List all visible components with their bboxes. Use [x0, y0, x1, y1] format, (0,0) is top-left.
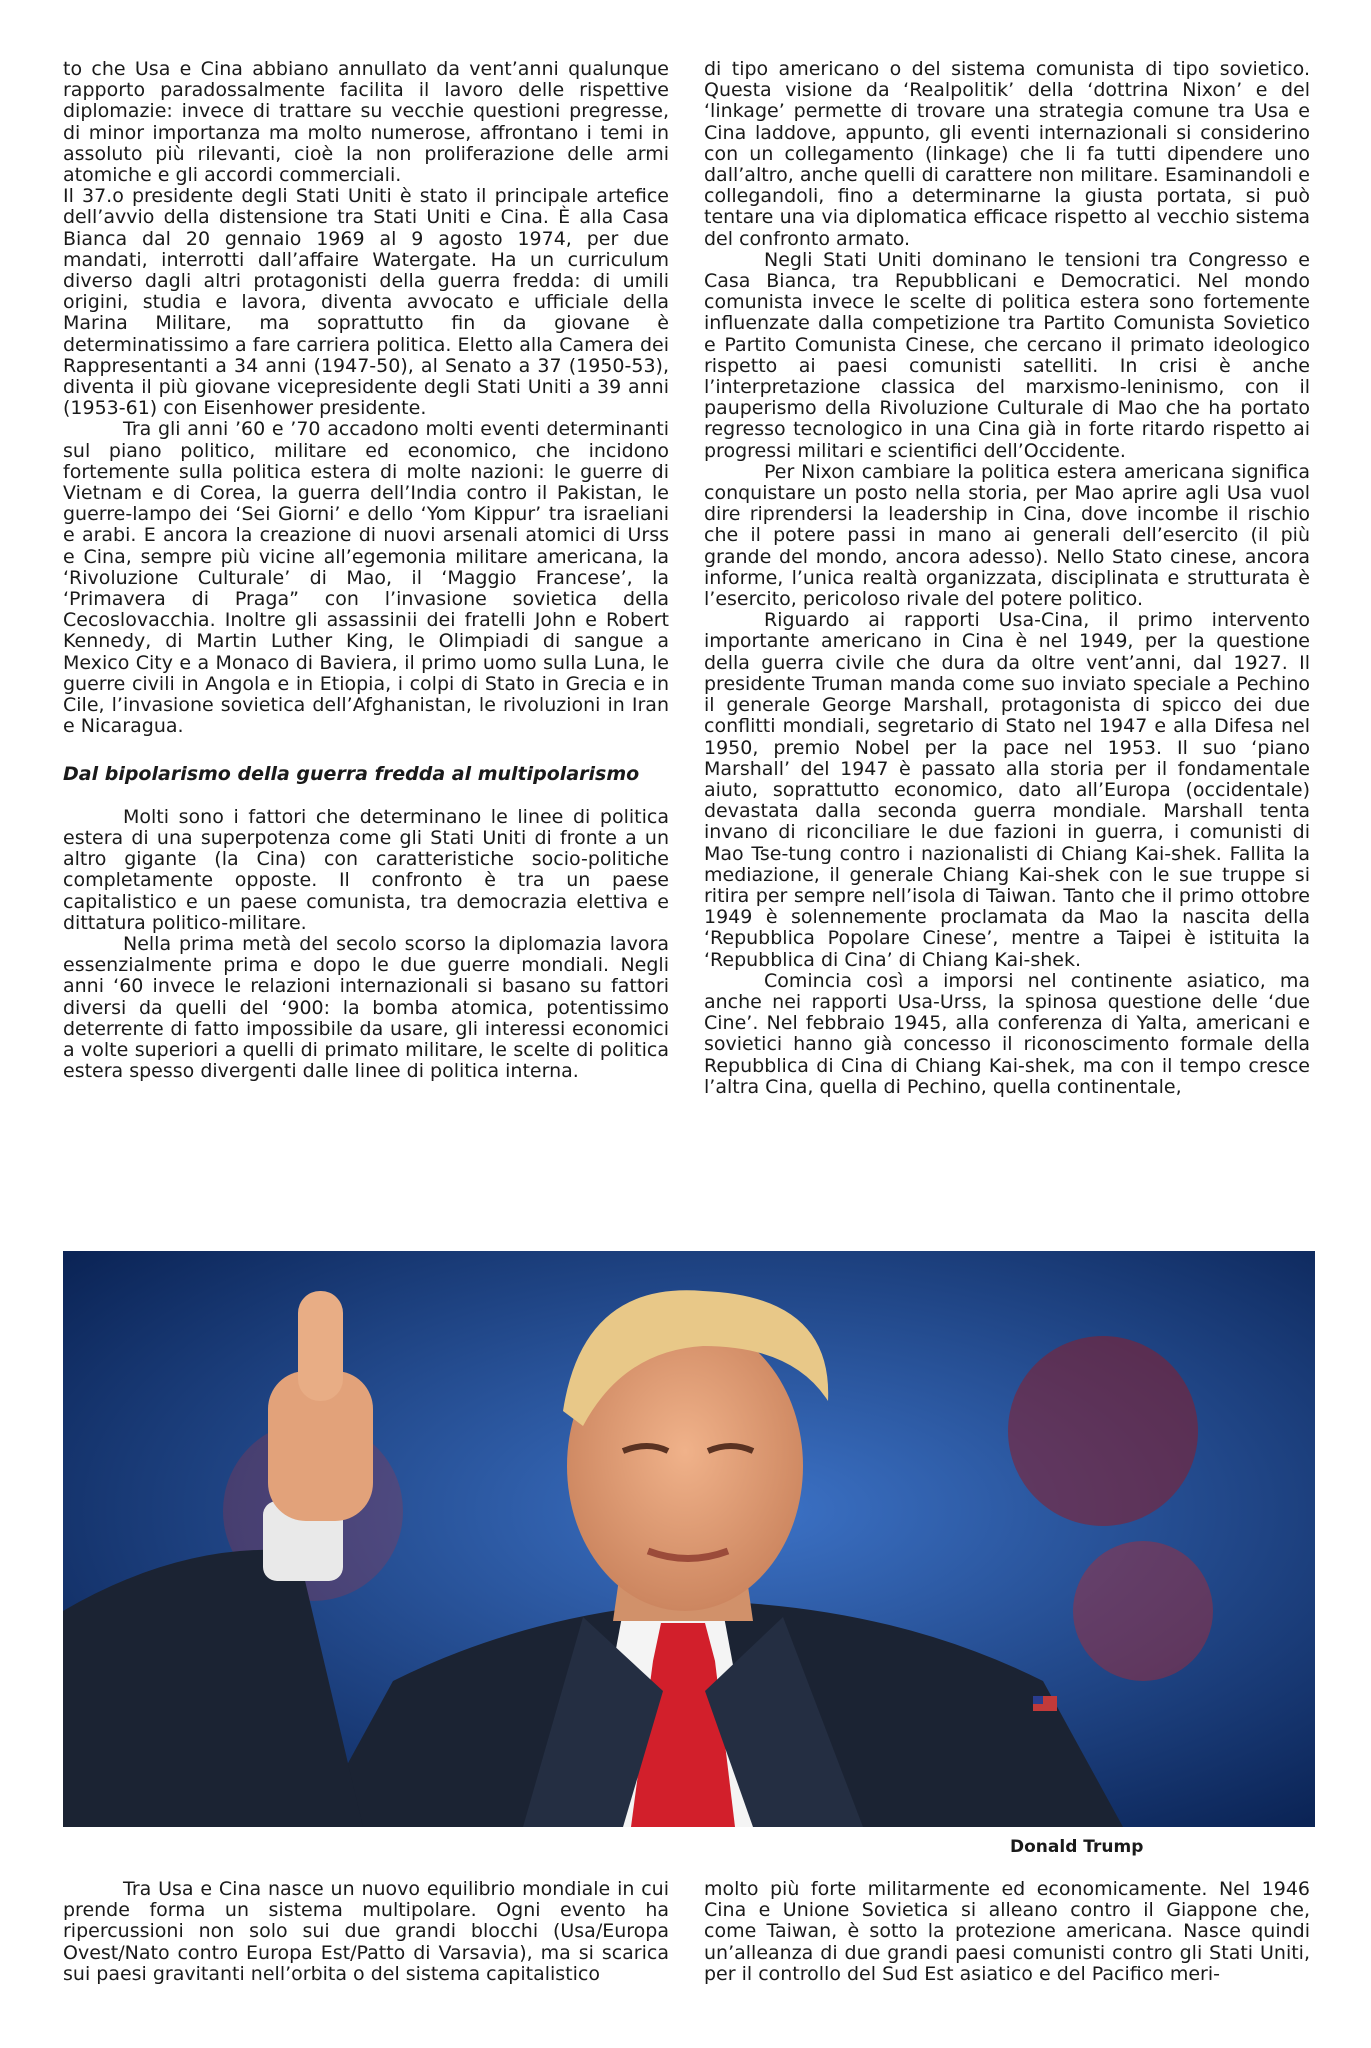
photo-caption: Donald Trump [1010, 1837, 1144, 1857]
portrait-photo [63, 1251, 1315, 1827]
paragraph: Riguardo ai rapporti Usa-Cina, il primo intervento importante americano in Cina è nel 1949, per la questione della guerra civile che dura da oltre vent’anni, dal 1927. Il presidente Truman manda come suo inviato speciale a Pechino il generale George Marshall, protagonista di spicco dei due conflitti mondiali, segretario di Stato nel 1947 e alla Difesa nel 1950, premio Nobel per la pace nel 1953. Il suo ‘piano Marshall’ del 1947 è passato alla storia per il fondamentale aiuto, soprattutto economico, dato all’Europa (occidentale) devastata dalla seconda guerra mondiale. Marshall tenta invano di riconciliare le due fazioni in guerra, i comunisti di Mao Tse-tung contro i nazionalisti di Chiang Kai-shek. Fallita la mediazione, il generale Chiang Kai-shek con le sue truppe si ritira per sempre nell’isola di Taiwan. Tanto che il primo ottobre 1949 è solennemente proclamata da Mao la nascita della ‘Repubblica Popolare Cinese’, mentre a Taipei è istituita la ‘Repubblica di Cina’ di Chiang Kai-shek. [704, 609, 1310, 971]
portrait-illustration [63, 1251, 1315, 1827]
article-column-top-right [704, 59, 1310, 1098]
paragraph: Molti sono i fattori che determinano le linee di politica estera di una superpotenza come gli Stati Uniti di fronte a un altro gigante (la Cina) con caratteristiche socio-politiche completamente opposte. Il confronto è tra un paese capitalistico e un paese comunista, tra democrazia elettiva e dittatura politico-militare. [63, 805, 669, 934]
paragraph: Tra gli anni ’60 e ’70 accadono molti eventi determinanti sul piano politico, militare ed economico, che incidono fortemente sulla politica estera di molte nazioni: le guerre di Vietnam e di Corea, la guerra dell’India contro il Pakistan, le guerre-lampo dei ‘Sei Giorni’ e dello ‘Yom Kippur’ tra israeliani e arabi. E ancora la creazione di nuovi arsenali atomici di Urss e Cina, sempre più vicine all’egemonia militare americana, la ‘Rivoluzione Culturale’ di Mao, il ‘Maggio Francese’, la ‘Primavera di Praga” con l’invasione sovietica della Cecoslovacchia. Inoltre gli assassinii dei fratelli John e Robert Kennedy, di Martin Luther King, le Olimpiadi di sangue a Mexico City e a Monaco di Baviera, il primo uomo sulla Luna, le guerre civili in Angola e in Etiopia, i colpi di Stato in Grecia e in Cile, l’invasione sovietica dell’Afghanistan, le rivoluzioni in Iran e Nicaragua. [63, 418, 669, 738]
paragraph: di tipo americano o del sistema comunista di tipo sovietico. Questa visione da ‘Realpolitik’ della ‘dottrina Nixon’ e del ‘linkage’ permette di trovare una strategia comune tra Usa e Cina laddove, appunto, gli eventi internazionali si considerino con un collegamento (linkage) che li fa tutti dipendere uno dall’altro, anche quelli di carattere non militare. Esaminandoli e collegandoli, fino a determinarne la giusta portata, si può tentare una via diplomatica efficace rispetto al vecchio sistema del confronto armato. [704, 58, 1310, 250]
section-subheading: Dal bipolarismo della guerra fredda al multipolarismo [63, 762, 640, 785]
article-column-bottom-left [63, 1879, 669, 1985]
paragraph: Il 37.o presidente degli Stati Uniti è stato il principale artefice dell’avvio della distensione tra Stati Uniti e Cina. È alla Casa Bianca dal 20 gennaio 1969 al 9 agosto 1974, per due mandati, interrotti dall’affaire Watergate. Ha un curriculum diverso dagli altri protagonisti della guerra fredda: di umili origini, studia e lavora, diventa avvocato e ufficiale della Marina Militare, ma soprattutto fin da giovane è determinatissimo a fare carriera politica. Eletto alla Camera dei Rappresentanti a 34 anni (1947-50), al Senato a 37 (1950-53), diventa il più giovane vicepresidente degli Stati Uniti a 39 anni (1953-61) con Eisenhower presidente. [63, 185, 669, 420]
article-column-top-left [63, 59, 669, 1082]
paragraph: Negli Stati Uniti dominano le tensioni tra Congresso e Casa Bianca, tra Repubblicani e Democratici. Nel mondo comunista invece le scelte di politica estera sono fortemente influenzate dalla competizione tra Partito Comunista Sovietico e Partito Comunista Cinese, che cercano il primato ideologico rispetto ai paesi comunisti satelliti. In crisi è anche l’interpretazione classica del marxismo-leninismo, con il pauperismo della Rivoluzione Culturale di Mao che ha portato regresso tecnologico in una Cina già in forte ritardo rispetto ai progressi militari e scientifici dell’Occidente. [704, 248, 1310, 462]
paragraph: Tra Usa e Cina nasce un nuovo equilibrio mondiale in cui prende forma un sistema multipolare. Ogni evento ha ripercussioni non solo sui due grandi blocchi (Usa/Europa Ovest/Nato contro Europa Est/Patto di Varsavia), ma si scarica sui paesi gravitanti nell’orbita o del sistema capitalistico [63, 1878, 669, 1985]
paragraph: molto più forte militarmente ed economicamente. Nel 1946 Cina e Unione Sovietica si alleano contro il Giappone che, come Taiwan, è sotto la protezione americana. Nasce quindi un’alleanza di due grandi paesi comunisti contro gli Stati Uniti, per il controllo del Sud Est asiatico e del Pacifico meri- [704, 1878, 1310, 1985]
article-column-bottom-right [704, 1879, 1310, 1985]
paragraph: Nella prima metà del secolo scorso la diplomazia lavora essenzialmente prima e dopo le due guerre mondiali. Negli anni ‘60 invece le relazioni internazionali si basano su fattori diversi da quelli del ‘900: la bomba atomica, potentissimo deterrente di fatto impossibile da usare, gli interessi economici a volte superiori a quelli di primato militare, le scelte di politica estera spesso divergenti dalle linee di politica interna. [63, 932, 669, 1083]
paragraph: to che Usa e Cina abbiano annullato da vent’anni qualunque rapporto paradossalmente facilita il lavoro delle rispettive diplomazie: invece di trattare su vecchie questioni pregresse, di minor importanza ma molto numerose, affrontano i temi in assoluto più rilevanti, cioè la non proliferazione delle armi atomiche e gli accordi commerciali. [63, 58, 669, 187]
paragraph: Comincia così a imporsi nel continente asiatico, ma anche nei rapporti Usa-Urss, la spinosa questione delle ‘due Cine’. Nel febbraio 1945, alla conferenza di Yalta, americani e sovietici hanno già concesso il riconoscimento formale della Repubblica di Cina di Chiang Kai-shek, ma con il tempo cresce l’altra Cina, quella di Pechino, quella continentale, [704, 969, 1310, 1098]
paragraph: Per Nixon cambiare la politica estera americana significa conquistare un posto nella storia, per Mao aprire agli Usa vuol dire riprendersi la leadership in Cina, dove incombe il rischio che il potere passi in mano ai generali dell’esercito (il più grande del mondo, ancora adesso). Nello Stato cinese, ancora informe, l’unica realtà organizzata, disciplinata e strutturata è l’esercito, pericoloso rivale del potere politico. [704, 460, 1310, 611]
